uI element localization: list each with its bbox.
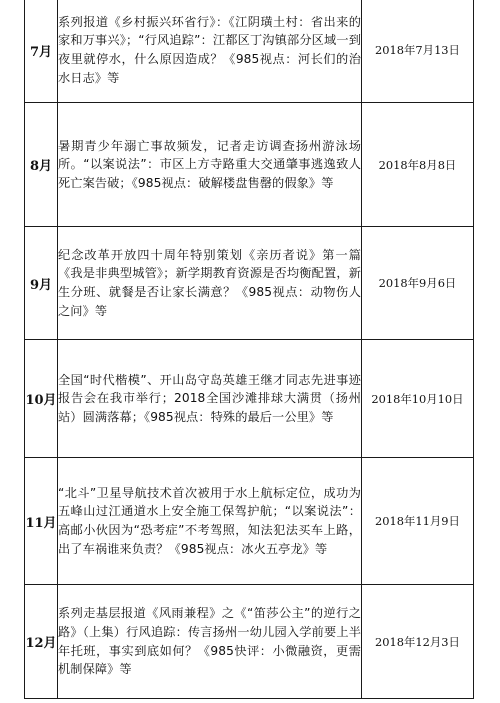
table-row (25, 103, 474, 227)
table-row (25, 340, 474, 458)
program-schedule-table (24, 0, 474, 699)
table-row (25, 458, 474, 585)
content-cell: 系列走基层报道《风雨兼程》之《“笛莎公主”的逆行之路》（上集）行风追踪：传言扬州一幼儿园入学前要上半年托班，事实到底如何？《985快评：小微融资，更需机制保障》等 (58, 585, 362, 699)
content-cell: 系列报道《乡村振兴环省行》：《江阴璜土村：省出来的家和万事兴》；“行风追踪”：江都区丁沟镇部分区域一到夜里就停水，什么原因造成？《985视点：河长们的治水日志》等 (58, 0, 362, 103)
content-cell: 全国“时代楷模”、开山岛守岛英雄王继才同志先进事迹报告会在我市举行；2018全国沙滩排球大满贯（扬州站）圆满落幕；《985视点：特殊的最后一公里》等 (58, 340, 362, 458)
date-cell: 2018年9月6日 (362, 227, 474, 340)
date-cell: 2018年8月8日 (362, 103, 474, 227)
month-cell: 7月 (25, 0, 58, 103)
content-cell: “北斗”卫星导航技术首次被用于水上航标定位，成功为五峰山过江通道水上安全施工保驾护航；“以案说法”：高邮小伙因为“恐考症”不考驾照，知法犯法买车上路，出了车祸谁来负责？《985视点：冰火五亭龙》等 (58, 458, 362, 585)
month-cell: 9月 (25, 227, 58, 340)
table-row (25, 227, 474, 340)
content-cell: 暑期青少年溺亡事故频发，记者走访调查扬州游泳场所。“以案说法”：市区上方寺路重大交通肇事逃逸致人死亡案告破；《985视点：破解楼盘售罄的假象》等 (58, 103, 362, 227)
date-cell: 2018年10月10日 (362, 340, 474, 458)
month-cell: 12月 (25, 585, 58, 699)
date-cell: 2018年12月3日 (362, 585, 474, 699)
month-cell: 8月 (25, 103, 58, 227)
date-cell: 2018年7月13日 (362, 0, 474, 103)
month-cell: 10月 (25, 340, 58, 458)
date-cell: 2018年11月9日 (362, 458, 474, 585)
table-row (25, 585, 474, 699)
program-schedule-sheet (24, 0, 473, 703)
table-row (25, 0, 474, 103)
content-cell: 纪念改革开放四十周年特别策划《亲历者说》第一篇《我是非典型城管》；新学期教育资源是否均衡配置，新生分班、就餐是否让家长满意？《985视点：动物伤人之问》等 (58, 227, 362, 340)
month-cell: 11月 (25, 458, 58, 585)
